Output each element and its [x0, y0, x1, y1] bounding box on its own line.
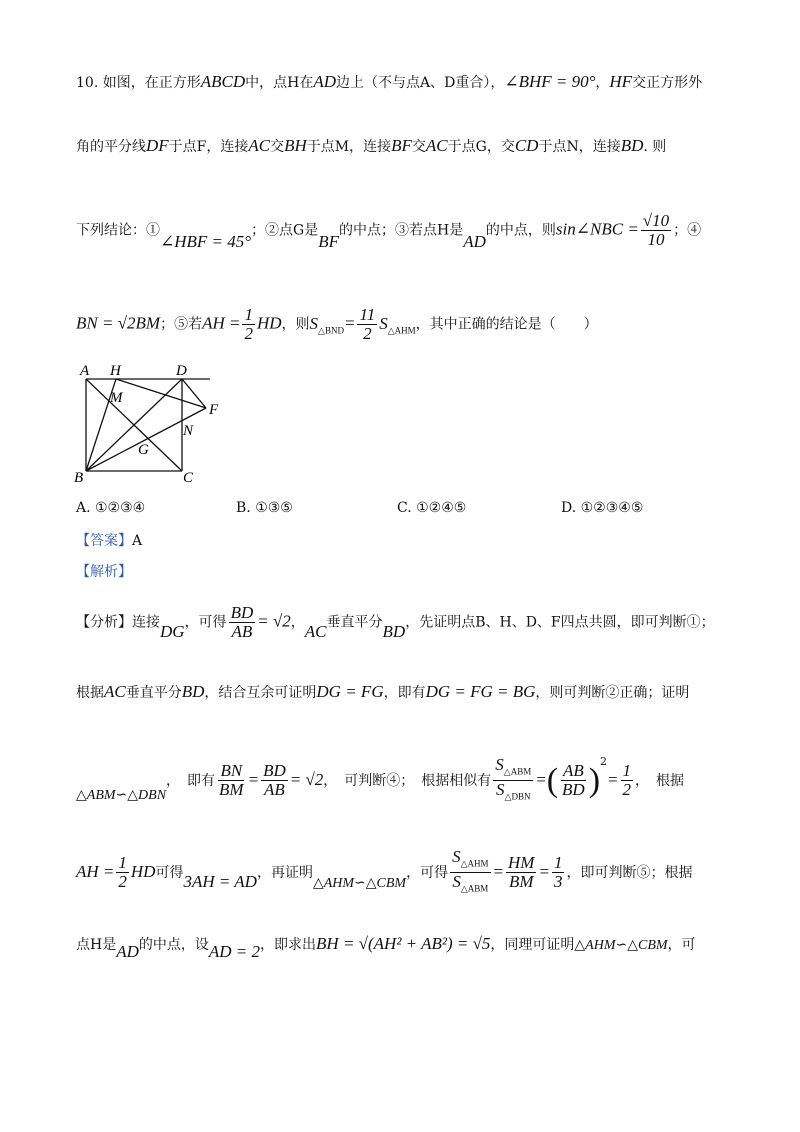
math-similar-ahm-cbm: △AHM∽△CBM: [574, 938, 668, 953]
label-n: N: [183, 423, 194, 439]
analysis-line-1: 【分析】连接DG，可得 $\frac{BD}{AB}$ = √2，AC垂直平分BD，先证明点B、H、D、F四点共圆，即可判断①；: [76, 603, 715, 641]
label-b: B: [74, 470, 84, 485]
math-sin: sin∠NBC =: [555, 219, 639, 239]
math-hd: HD: [130, 861, 156, 881]
math-dg: DG: [160, 621, 185, 641]
fraction-ab-bd: $\frac{AB}{BD}$: [562, 761, 585, 800]
fraction-11-2: $\frac{11}{2}$: [359, 305, 376, 343]
text: 交: [270, 139, 285, 155]
fraction-1-2: $\frac{1}{2}$: [244, 305, 253, 343]
option-b[interactable]: B. ①③⑤: [236, 500, 293, 516]
math-bd: BD: [181, 682, 205, 701]
math-ac: AC: [248, 136, 271, 155]
fraction-bd-ab: $\frac{BD}{AB}$: [230, 603, 254, 641]
math-ac: AC: [304, 621, 327, 641]
math-ac: AC: [425, 136, 448, 155]
math-hd: HD: [256, 313, 282, 333]
answer-line: [76, 530, 142, 550]
answer-value: A: [132, 533, 143, 549]
math-angle-bhf: ∠BHF = 90°: [504, 72, 596, 91]
segment-hf: [116, 379, 206, 408]
analysis-line-4: AH = $\frac{1}{2}$ HD可得3AH = AD，再证明△AHM∽△CBM，可得 $\frac{S_{\triangle AHM}}{S_{\triangle ABM}}$ = $\frac{HM}{BM}$ = $\frac{1}{3}$ ，即可判断⑤；根据: [76, 848, 692, 898]
math-bd: BD: [620, 136, 644, 155]
math-s-bnd: $S_{\triangle BND}$: [309, 313, 344, 335]
text: ，: [595, 75, 610, 91]
fraction-bn-bm: $\frac{BN}{BM}$: [219, 761, 244, 800]
text: 于点N，连接: [538, 139, 621, 155]
question-line-4: BN = √2BM；⑤若AH = $\frac{1}{2}$ HD，则$S_{\triangle BND}=$ $\frac{11}{2}$ $S_{\triangle AHM}$，其中正确的结论是（ ）: [76, 305, 598, 343]
math-dg-fg-bg: DG = FG = BG: [425, 682, 536, 701]
label-h: H: [110, 363, 121, 379]
math-similar-abm-dbn: △ABM∽△DBN: [76, 787, 167, 803]
option-d[interactable]: D. ①②③④⑤: [561, 500, 644, 516]
math-ad-2: AD = 2: [208, 942, 261, 961]
text: 中，点H在: [245, 75, 314, 91]
text: ，其中正确的结论是（ ）: [415, 316, 598, 333]
question-line-3: [76, 212, 701, 249]
fraction-sqrt10-10: $\frac{√10}{10}$: [642, 211, 670, 249]
answer-tag: 【答案】: [76, 533, 132, 549]
fraction-area-abm-dbn: $\frac{S_{\triangle ABM}}{S_{\triangle DBN}}$: [495, 755, 532, 802]
math-bf: BF: [391, 136, 412, 155]
analysis-line-5: 点H是AD的中点，设AD = 2，即求出BH = √(AH² + AB²) = √5，同理可证明△AHM∽△CBM，可: [76, 934, 696, 961]
math-ad: AD: [313, 72, 336, 91]
fraction-hm-bm: $\frac{HM}{BM}$: [508, 853, 535, 892]
text: 于点F，连接: [168, 139, 249, 155]
math-dg-fg: DG = FG: [316, 682, 384, 701]
text: 于点M，连接: [306, 139, 392, 155]
text: 下列结论：①: [76, 222, 160, 239]
text: ；⑤若: [160, 316, 203, 333]
math-hbf: ∠HBF = 45°: [160, 231, 252, 251]
math-abcd: ABCD: [200, 72, 246, 91]
math-similar-ahm-cbm: △AHM∽△CBM: [312, 875, 407, 891]
text: . 则: [643, 139, 667, 155]
text: 交: [411, 139, 426, 155]
text: 的中点，则: [485, 222, 556, 239]
math-ad: AD: [463, 231, 486, 251]
math-3ah-ad: 3AH = AD: [183, 871, 257, 891]
math-ac: AC: [104, 682, 126, 701]
math-bd: BD: [382, 621, 406, 641]
analysis-line-2: 根据AC垂直平分BD，结合互余可证明DG = FG，即有DG = FG = BG，则可判断②正确；证明: [76, 682, 690, 701]
text: ；④: [673, 222, 702, 239]
math-bn: BN = √2BM: [76, 313, 161, 333]
text: ；②点G是: [251, 222, 319, 239]
label-m: M: [110, 390, 123, 406]
math-bh-sqrt5: BH = √(AH² + AB²) = √5: [316, 934, 491, 953]
text: 交正方形外: [632, 75, 703, 91]
analysis-tag: 【解析】: [76, 564, 132, 580]
label-c: C: [183, 470, 194, 485]
text: 于点G，交: [447, 139, 515, 155]
analysis-label: 【分析】: [76, 614, 132, 631]
question-line-1: [76, 72, 702, 92]
text: 的中点；③若点H是: [339, 222, 464, 239]
option-c[interactable]: C. ①②④⑤: [397, 500, 467, 516]
math-bh: BH: [284, 136, 307, 155]
text: ，则: [281, 316, 310, 333]
math-cd: CD: [514, 136, 539, 155]
text: 角的平分线: [76, 139, 146, 155]
question-line-2: [76, 136, 666, 156]
math-ah: AH =: [202, 313, 241, 333]
option-a[interactable]: A. ①②③④: [76, 500, 146, 516]
math-ah: AH =: [76, 861, 115, 881]
math-ad: AD: [116, 942, 139, 961]
fraction-area-ahm-abm: $\frac{S_{\triangle AHM}}{S_{\triangle ABM}}$: [452, 847, 489, 894]
label-a: A: [80, 363, 90, 379]
text: 10. 如图，在正方形: [76, 75, 201, 91]
math-hf: HF: [609, 72, 633, 91]
label-d: D: [176, 363, 187, 379]
label-g: G: [138, 442, 149, 458]
fraction-1-2: $\frac{1}{2}$: [622, 761, 632, 800]
label-f: F: [209, 402, 219, 418]
math-df: DF: [146, 136, 169, 155]
geometry-figure: [70, 360, 240, 485]
fraction-bd-ab: $\frac{BD}{AB}$: [263, 761, 286, 800]
fraction-1-3: $\frac{1}{3}$: [553, 853, 563, 892]
fraction-1-2: $\frac{1}{2}$: [118, 853, 127, 892]
analysis-tag-line: [76, 561, 132, 581]
math-bf: BF: [318, 231, 340, 251]
analysis-line-3: △ABM∽△DBN， 即有 $\frac{BN}{BM}$ = $\frac{BD}{AB}$ = √2， 可判断④； 根据相似有 $\frac{S_{\triangle ABM}}{S_{\triangle DBN}}$ =( $\frac{AB}{BD}$ )$^2$= $\frac{1}{2}$ ， 根据: [76, 756, 684, 806]
math-s-ahm: $S_{\triangle AHM}$: [379, 313, 416, 335]
text: 边上（不与点A、D重合），: [336, 75, 505, 91]
